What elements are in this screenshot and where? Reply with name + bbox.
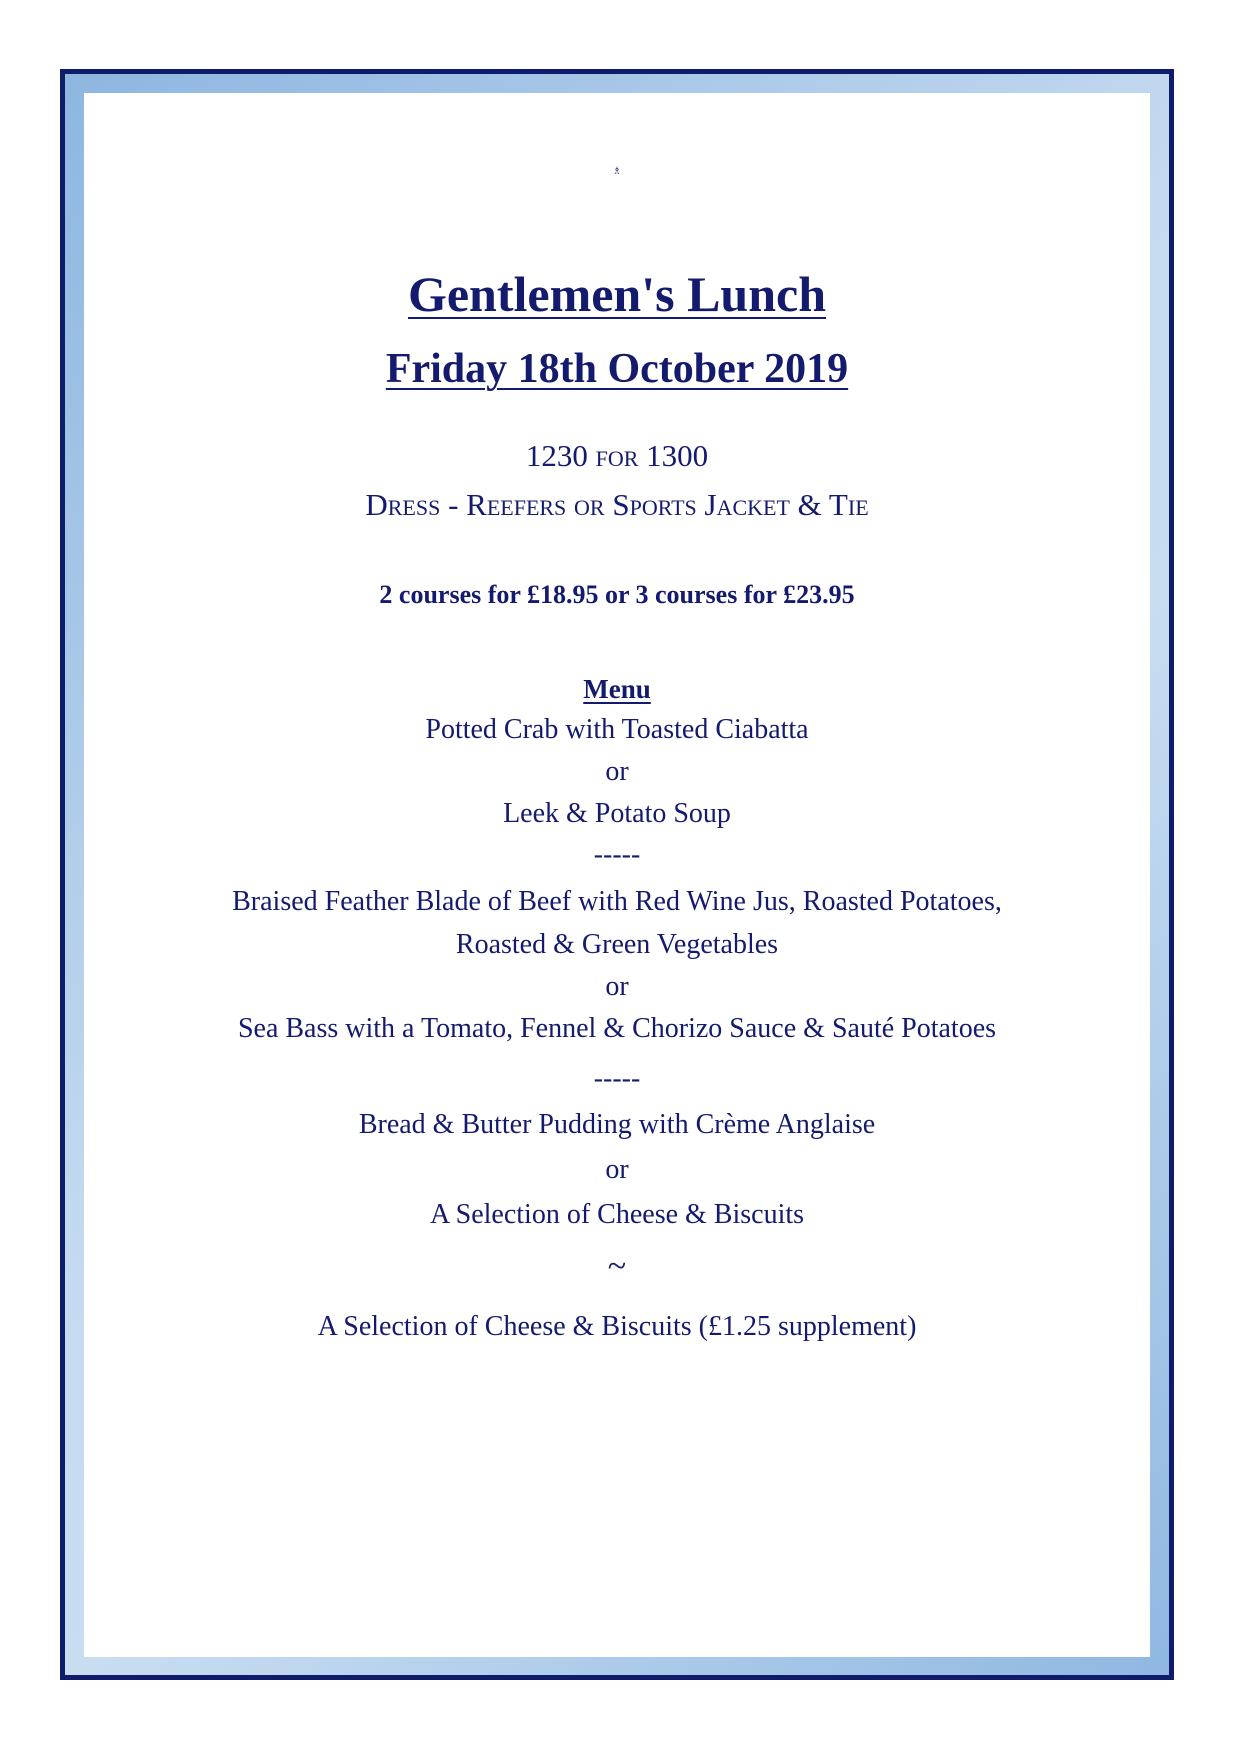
- main-or: or: [605, 971, 629, 1002]
- menu-heading: Menu: [583, 674, 651, 704]
- dessert-option-2: A Selection of Cheese & Biscuits: [429, 1199, 805, 1230]
- dessert-option-1: Bread & Butter Pudding with Crème Anglaise: [358, 1109, 876, 1140]
- tiny-emblem-icon: ♗: [612, 166, 622, 177]
- main-option-1-line-2: Roasted & Green Vegetables: [455, 929, 779, 960]
- white-panel: [84, 93, 1150, 1657]
- main-option-1-line-1: Braised Feather Blade of Beef with Red Wine Jus, Roasted Potatoes,: [232, 886, 1002, 917]
- event-date: Friday 18th October 2019: [385, 346, 849, 392]
- dress-code: Dress - Reefers or Sports Jacket & Tie: [365, 487, 869, 522]
- price-info: 2 courses for £18.95 or 3 courses for £23.95: [379, 580, 855, 609]
- supplement-note: A Selection of Cheese & Biscuits (£1.25 supplement): [317, 1311, 917, 1342]
- starter-or: or: [605, 756, 629, 787]
- course-separator-2: -----: [593, 1063, 641, 1094]
- event-title: Gentlemen's Lunch: [407, 266, 827, 322]
- dessert-or: or: [605, 1154, 629, 1185]
- tilde-divider: ~: [607, 1248, 627, 1285]
- main-option-2: Sea Bass with a Tomato, Fennel & Chorizo Sauce & Sauté Potatoes: [237, 1013, 997, 1044]
- starter-option-1: Potted Crab with Toasted Ciabatta: [425, 714, 809, 745]
- event-time: 1230 for 1300: [525, 438, 709, 473]
- starter-option-2: Leek & Potato Soup: [503, 798, 731, 829]
- course-separator-1: -----: [593, 839, 641, 870]
